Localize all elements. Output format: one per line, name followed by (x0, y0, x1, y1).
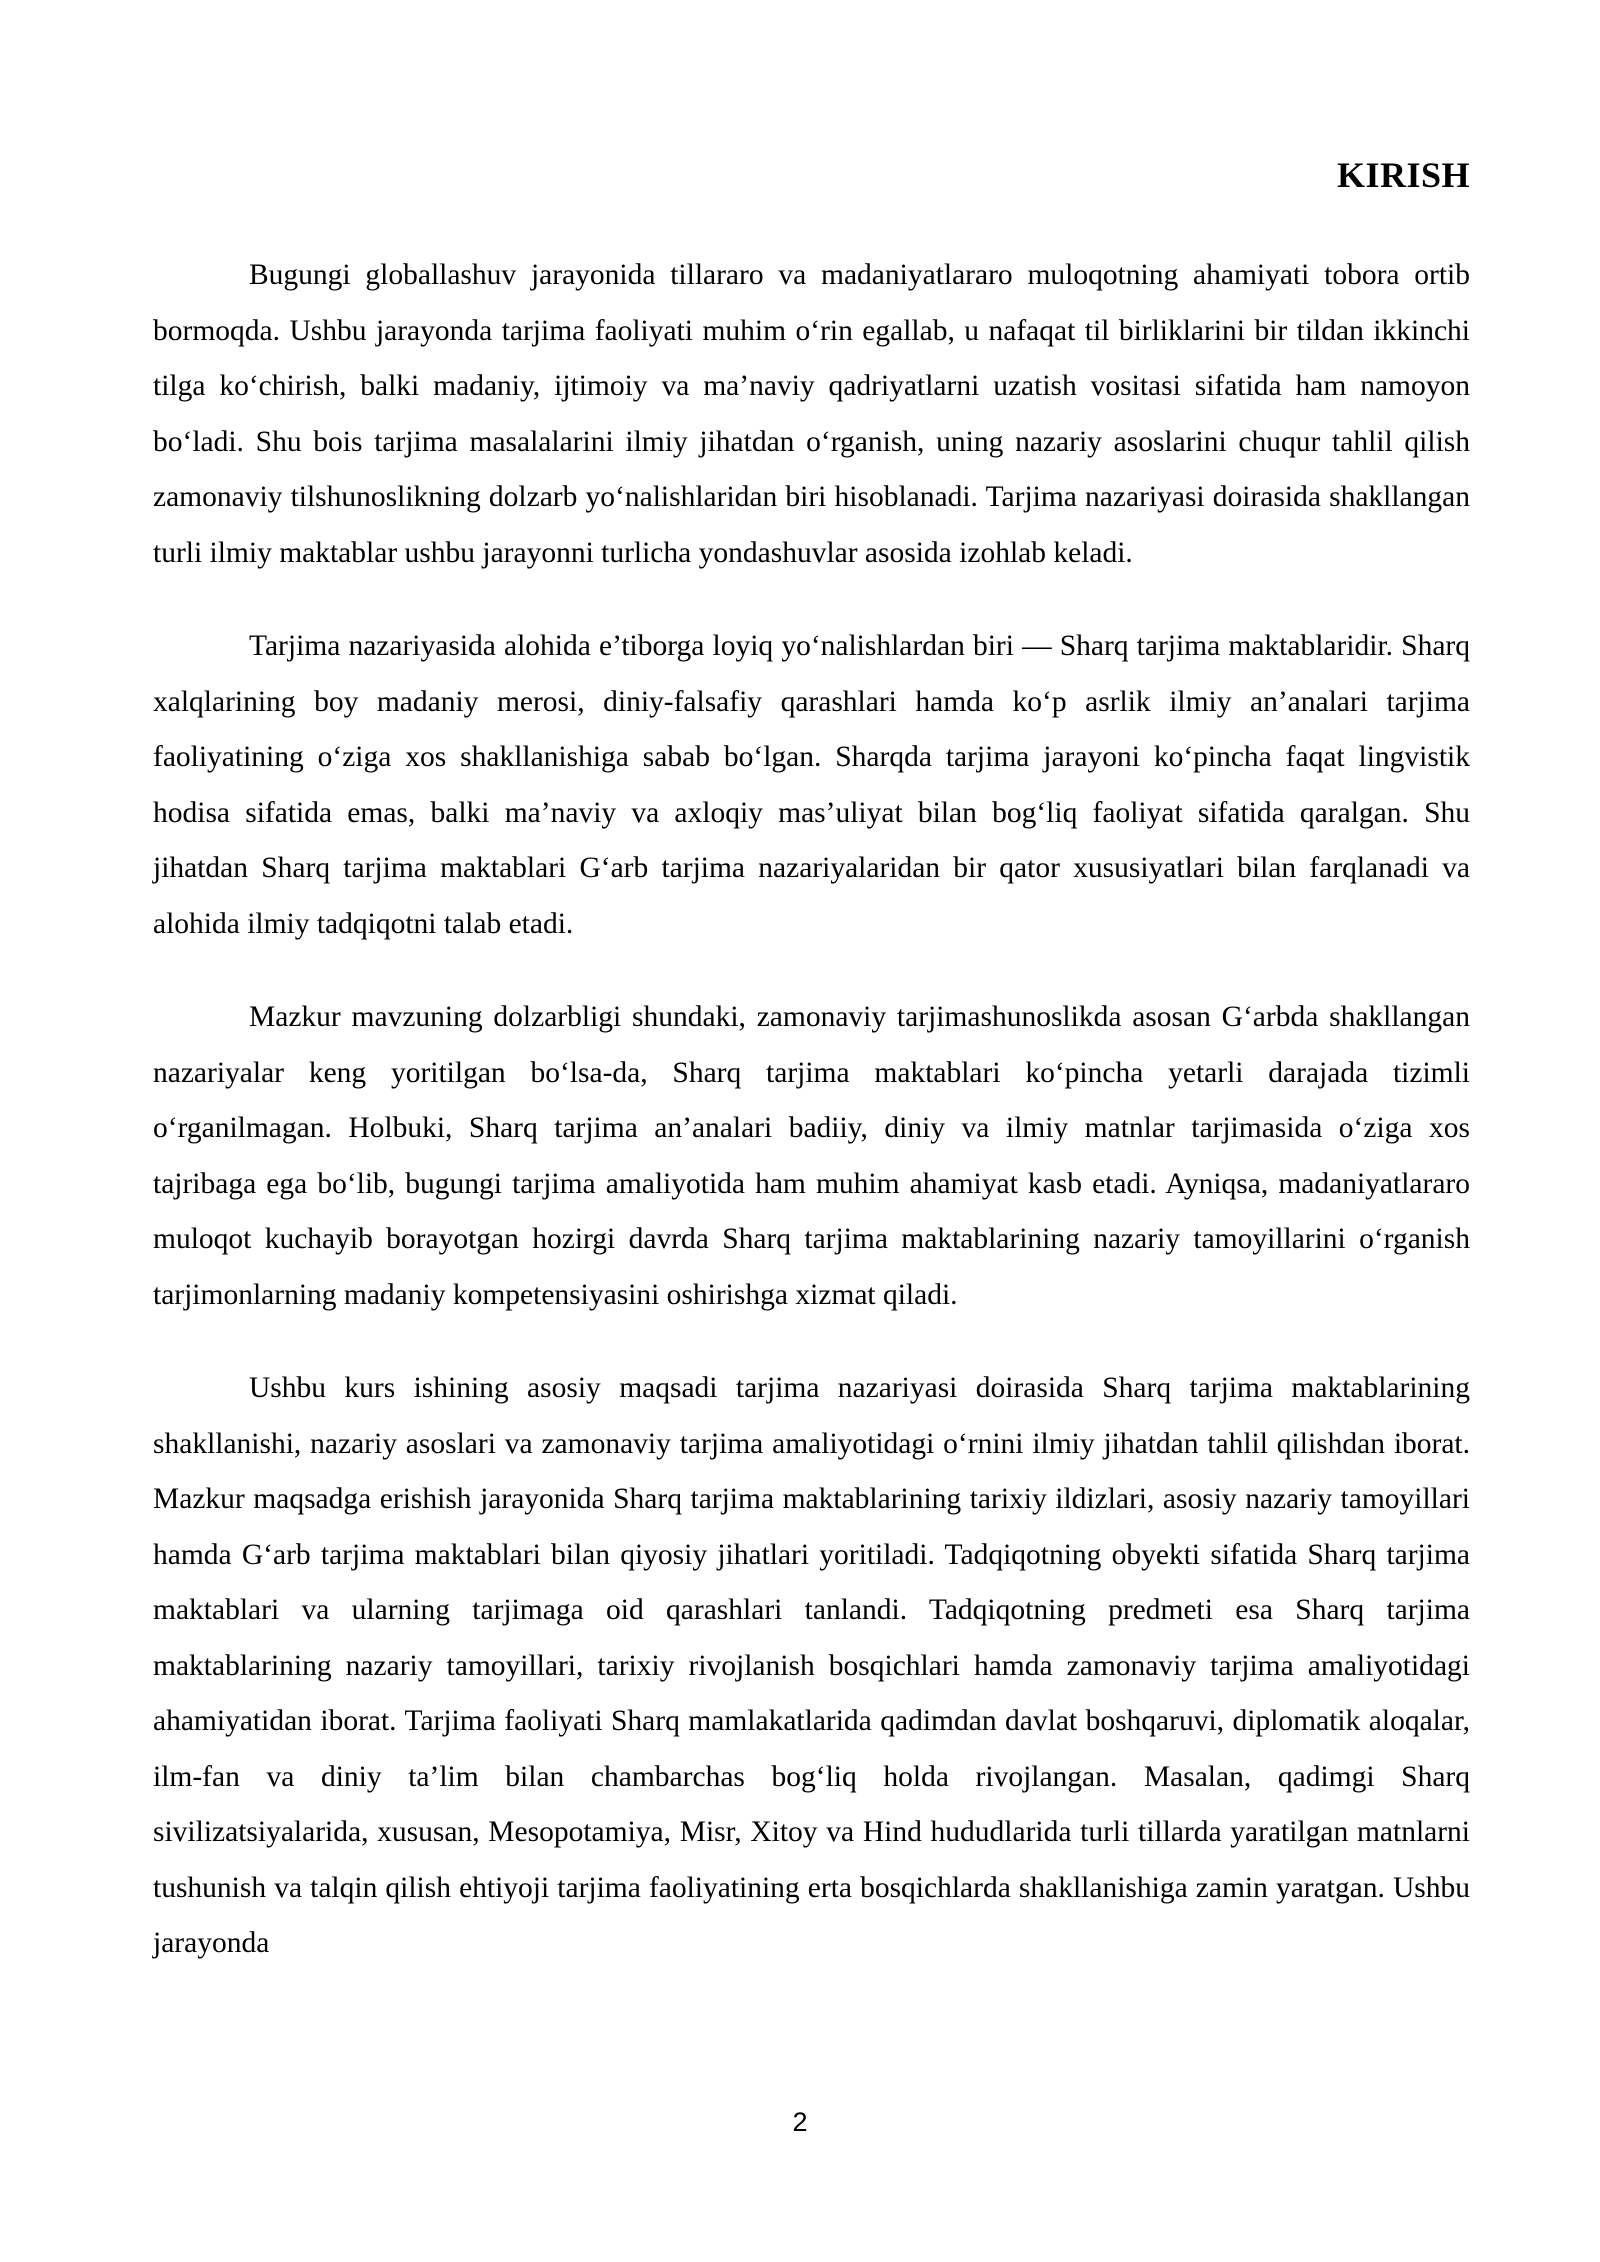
section-heading: KIRISH (1336, 155, 1470, 195)
paragraph-1: Bugungi globallashuv jarayonida tillararo va madaniyatlararo muloqotning ahamiyati tobora ortib bormoqda. Ushbu jarayonda tarjima faoliyati muhim o‘rin egallab, u nafaqat til birliklarini bir tildan ikkinchi tilga ko‘chirish, balki madaniy, ijtimoiy va ma’naviy qadriyatlarni uzatish vositasi sifatida ham namoyon bo‘ladi. Shu bois tarjima masalalarini ilmiy jihatdan o‘rganish, uning nazariy asoslarini chuqur tahlil qilish zamonaviy tilshunoslikning dolzarb yo‘nalishlaridan biri hisoblanadi. Tarjima nazariyasi doirasida shakllangan turli ilmiy maktablar ushbu jarayonni turlicha yondashuvlar asosida izohlab keladi. (153, 259, 1470, 569)
body-text (153, 248, 1470, 1972)
paragraph-2: Tarjima nazariyasida alohida e’tiborga loyiq yo‘nalishlardan biri — Sharq tarjima maktablaridir. Sharq xalqlarining boy madaniy merosi, diniy-falsafiy qarashlari hamda ko‘p asrlik ilmiy an’analari tarjima faoliyatining o‘ziga xos shakllanishiga sabab bo‘lgan. Sharqda tarjima jarayoni ko‘pincha faqat lingvistik hodisa sifatida emas, balki ma’naviy va axloqiy mas’uliyat bilan bog‘liq faoliyat sifatida qaralgan. Shu jihatdan Sharq tarjima maktablari G‘arb tarjima nazariyalaridan bir qator xususiyatlari bilan farqlanadi va alohida ilmiy tadqiqotni talab etadi. (153, 630, 1470, 940)
page-number: 2 (792, 2107, 808, 2137)
paragraph-3: Mazkur mavzuning dolzarbligi shundaki, zamonaviy tarjimashunoslikda asosan G‘arbda shakllangan nazariyalar keng yoritilgan bo‘lsa-da, Sharq tarjima maktablari ko‘pincha yetarli darajada tizimli o‘rganilmagan. Holbuki, Sharq tarjima an’analari badiiy, diniy va ilmiy matnlar tarjimasida o‘ziga xos tajribaga ega bo‘lib, bugungi tarjima amaliyotida ham muhim ahamiyat kasb etadi. Ayniqsa, madaniyatlararo muloqot kuchayib borayotgan hozirgi davrda Sharq tarjima maktablarining nazariy tamoyillarini o‘rganish tarjimonlarning madaniy kompetensiyasini oshirishga xizmat qiladi. (153, 1001, 1470, 1311)
paragraph-4: Ushbu kurs ishining asosiy maqsadi tarjima nazariyasi doirasida Sharq tarjima maktablarining shakllanishi, nazariy asoslari va zamonaviy tarjima amaliyotidagi o‘rnini ilmiy jihatdan tahlil qilishdan iborat. Mazkur maqsadga erishish jarayonida Sharq tarjima maktablarining tarixiy ildizlari, asosiy nazariy tamoyillari hamda G‘arb tarjima maktablari bilan qiyosiy jihatlari yoritiladi. Tadqiqotning obyekti sifatida Sharq tarjima maktablari va ularning tarjimaga oid qarashlari tanlandi. Tadqiqotning predmeti esa Sharq tarjima maktablarining nazariy tamoyillari, tarixiy rivojlanish bosqichlari hamda zamonaviy tarjima amaliyotidagi ahamiyatidan iborat. Tarjima faoliyati Sharq mamlakatlarida qadimdan davlat boshqaruvi, diplomatik aloqalar, ilm-fan va diniy ta’lim bilan chambarchas bog‘liq holda rivojlangan. Masalan, qadimgi Sharq sivilizatsiyalarida, xususan, Mesopotamiya, Misr, Xitoy va Hind hududlarida turli tillarda yaratilgan matnlarni tushunish va talqin qilish ehtiyoji tarjima faoliyatining erta bosqichlarda shakllanishiga zamin yaratgan. Ushbu jarayonda (153, 1372, 1470, 1959)
